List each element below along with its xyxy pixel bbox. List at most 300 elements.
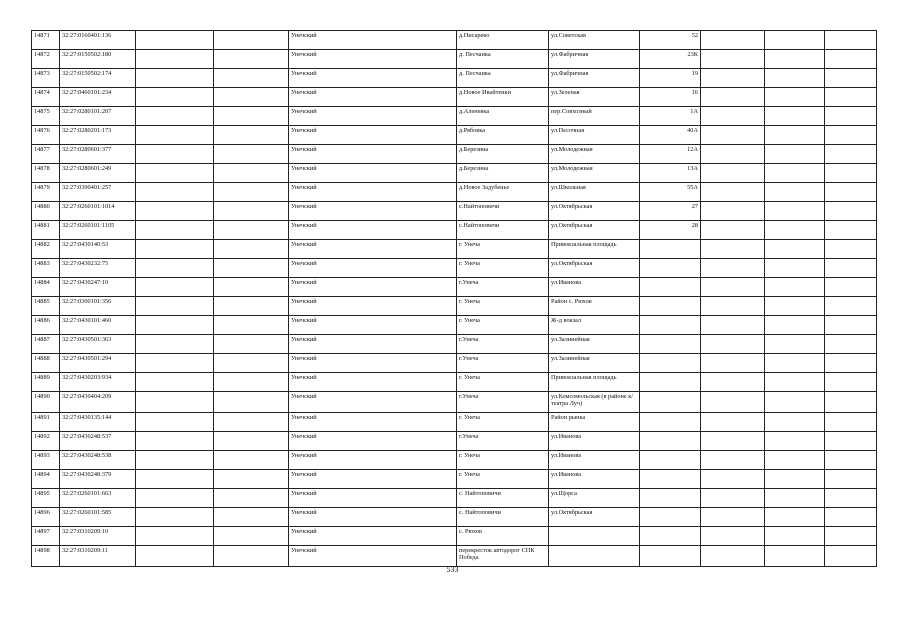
empty-cell [136, 470, 214, 489]
cell-district: Унечский [289, 297, 457, 316]
empty-cell [701, 432, 765, 451]
empty-cell [701, 126, 765, 145]
empty-cell [825, 546, 877, 567]
table-row [32, 278, 877, 297]
empty-cell [701, 221, 765, 240]
cell-cad: 32:27:0430140:53 [60, 240, 136, 259]
empty-cell [701, 508, 765, 527]
cell-cad: 32:27:0430404:209 [60, 392, 136, 413]
empty-cell [825, 202, 877, 221]
empty-cell [825, 278, 877, 297]
empty-cell [765, 126, 825, 145]
cell-district: Унечский [289, 354, 457, 373]
empty-cell [214, 413, 289, 432]
cell-street: ул.Иванова [549, 470, 640, 489]
empty-cell [701, 413, 765, 432]
cell-street: Привокзальная площадь [549, 240, 640, 259]
cell-house [640, 240, 701, 259]
empty-cell [825, 259, 877, 278]
table-row [32, 145, 877, 164]
cell-street: ул.Октябрьская [549, 259, 640, 278]
empty-cell [765, 413, 825, 432]
empty-cell [214, 297, 289, 316]
cell-house [640, 470, 701, 489]
cell-house [640, 413, 701, 432]
empty-cell [701, 278, 765, 297]
cell-locality: г. Унеча [457, 470, 549, 489]
empty-cell [701, 259, 765, 278]
cell-n: 14871 [32, 31, 60, 50]
empty-cell [765, 354, 825, 373]
cell-locality: перекресток автодорог СПК Победа [457, 546, 549, 567]
empty-cell [765, 373, 825, 392]
cell-house [640, 546, 701, 567]
cell-locality: д.Аленевка [457, 107, 549, 126]
cell-district: Унечский [289, 164, 457, 183]
empty-cell [825, 88, 877, 107]
cell-district: Унечский [289, 31, 457, 50]
table-row [32, 107, 877, 126]
empty-cell [701, 145, 765, 164]
cell-house: 28 [640, 221, 701, 240]
empty-cell [214, 316, 289, 335]
table-row [32, 432, 877, 451]
empty-cell [765, 221, 825, 240]
empty-cell [701, 451, 765, 470]
empty-cell [825, 145, 877, 164]
cell-house [640, 259, 701, 278]
register-table-body [32, 31, 877, 567]
table-row [32, 354, 877, 373]
cell-cad: 32:27:0260101:1014 [60, 202, 136, 221]
cell-street: Район с. Рюхов [549, 297, 640, 316]
empty-cell [136, 432, 214, 451]
cell-n: 14896 [32, 508, 60, 527]
cell-house [640, 316, 701, 335]
cell-cad: 32:27:0430248:379 [60, 470, 136, 489]
empty-cell [136, 413, 214, 432]
empty-cell [214, 221, 289, 240]
cell-house: 12А [640, 145, 701, 164]
cell-n: 14890 [32, 392, 60, 413]
cell-house [640, 335, 701, 354]
cell-street: Ж-д вокзал [549, 316, 640, 335]
cell-locality: г.Унеча [457, 278, 549, 297]
cell-cad: 32:27:0260101:585 [60, 508, 136, 527]
empty-cell [701, 489, 765, 508]
empty-cell [765, 527, 825, 546]
empty-cell [214, 432, 289, 451]
cell-district: Унечский [289, 88, 457, 107]
empty-cell [825, 451, 877, 470]
cell-house: 16 [640, 88, 701, 107]
empty-cell [136, 373, 214, 392]
empty-cell [825, 183, 877, 202]
empty-cell [214, 145, 289, 164]
cell-locality: д.Новое Ивайтенки [457, 88, 549, 107]
cell-locality: г. Унеча [457, 451, 549, 470]
cell-district: Унечский [289, 259, 457, 278]
cell-house [640, 451, 701, 470]
empty-cell [701, 470, 765, 489]
cell-cad: 32:27:0260101:1105 [60, 221, 136, 240]
table-row [32, 508, 877, 527]
empty-cell [136, 145, 214, 164]
cell-street: ул.Школьная [549, 183, 640, 202]
empty-cell [765, 31, 825, 50]
empty-cell [214, 278, 289, 297]
empty-cell [214, 470, 289, 489]
cell-district: Унечский [289, 373, 457, 392]
cell-locality: д. Песчанка [457, 50, 549, 69]
empty-cell [765, 88, 825, 107]
cell-house: 23К [640, 50, 701, 69]
cell-district: Унечский [289, 50, 457, 69]
empty-cell [214, 335, 289, 354]
empty-cell [765, 508, 825, 527]
cell-street: пер.Совхозный [549, 107, 640, 126]
empty-cell [765, 432, 825, 451]
cell-cad: 32:27:0280201:173 [60, 126, 136, 145]
page-number: 533 [446, 565, 459, 574]
cell-cad: 32:27:0430501:363 [60, 335, 136, 354]
empty-cell [701, 335, 765, 354]
empty-cell [765, 183, 825, 202]
cell-n: 14898 [32, 546, 60, 567]
cell-locality: г. Унеча [457, 240, 549, 259]
cell-locality: г.Унеча [457, 354, 549, 373]
empty-cell [825, 432, 877, 451]
empty-cell [136, 546, 214, 567]
cell-cad: 32:27:0300101:356 [60, 297, 136, 316]
empty-cell [136, 489, 214, 508]
empty-cell [765, 278, 825, 297]
table-row [32, 259, 877, 278]
empty-cell [136, 508, 214, 527]
empty-cell [765, 145, 825, 164]
table-row [32, 297, 877, 316]
cell-cad: 32:27:0430501:294 [60, 354, 136, 373]
table-row [32, 126, 877, 145]
empty-cell [136, 354, 214, 373]
table-row [32, 373, 877, 392]
cell-cad: 32:27:0430247:10 [60, 278, 136, 297]
empty-cell [214, 354, 289, 373]
empty-cell [765, 69, 825, 88]
cell-n: 14880 [32, 202, 60, 221]
table-row [32, 50, 877, 69]
empty-cell [825, 335, 877, 354]
cell-n: 14875 [32, 107, 60, 126]
empty-cell [765, 297, 825, 316]
empty-cell [765, 202, 825, 221]
empty-cell [825, 470, 877, 489]
empty-cell [701, 183, 765, 202]
cell-n: 14881 [32, 221, 60, 240]
empty-cell [214, 489, 289, 508]
cell-street: ул.Щорса [549, 489, 640, 508]
cell-house [640, 297, 701, 316]
cell-house [640, 489, 701, 508]
table-row [32, 470, 877, 489]
table-row [32, 202, 877, 221]
cell-street: ул.Фабричная [549, 50, 640, 69]
cell-house [640, 392, 701, 413]
empty-cell [825, 126, 877, 145]
table-row [32, 31, 877, 50]
cell-n: 14872 [32, 50, 60, 69]
cell-locality: с. Рюхов [457, 527, 549, 546]
cell-street: ул.Иванова [549, 451, 640, 470]
empty-cell [136, 527, 214, 546]
empty-cell [825, 489, 877, 508]
cell-cad: 32:27:0280101:207 [60, 107, 136, 126]
cell-cad: 32:27:0460101:234 [60, 88, 136, 107]
cell-street: Привокзальная площадь [549, 373, 640, 392]
empty-cell [825, 316, 877, 335]
empty-cell [214, 183, 289, 202]
empty-cell [214, 259, 289, 278]
empty-cell [701, 240, 765, 259]
empty-cell [136, 278, 214, 297]
empty-cell [825, 50, 877, 69]
empty-cell [136, 202, 214, 221]
cell-street: ул.Октябрьская [549, 221, 640, 240]
cell-locality: с.Найтоповичи [457, 202, 549, 221]
cell-district: Унечский [289, 392, 457, 413]
cell-house: 13А [640, 164, 701, 183]
cell-district: Унечский [289, 451, 457, 470]
cell-district: Унечский [289, 278, 457, 297]
cell-n: 14895 [32, 489, 60, 508]
empty-cell [825, 31, 877, 50]
empty-cell [765, 470, 825, 489]
empty-cell [136, 31, 214, 50]
cell-cad: 32:27:0430203:934 [60, 373, 136, 392]
empty-cell [214, 546, 289, 567]
cell-street: ул.Иванова [549, 278, 640, 297]
cell-house [640, 432, 701, 451]
empty-cell [701, 527, 765, 546]
table-row [32, 527, 877, 546]
cell-street: ул.Залинейная [549, 354, 640, 373]
empty-cell [701, 354, 765, 373]
cell-street: Район рынка [549, 413, 640, 432]
cell-street: ул.Советская [549, 31, 640, 50]
cell-locality: г.Унеча [457, 392, 549, 413]
cell-locality: г.Унеча [457, 335, 549, 354]
cell-locality: г. Унеча [457, 259, 549, 278]
cell-street: ул.Фабричная [549, 69, 640, 88]
cell-house: 1А [640, 107, 701, 126]
cell-district: Унечский [289, 107, 457, 126]
empty-cell [701, 392, 765, 413]
empty-cell [765, 107, 825, 126]
cell-house [640, 508, 701, 527]
table-row [32, 221, 877, 240]
empty-cell [701, 31, 765, 50]
empty-cell [825, 392, 877, 413]
empty-cell [136, 183, 214, 202]
cell-district: Унечский [289, 413, 457, 432]
empty-cell [825, 297, 877, 316]
cell-locality: г. Унеча [457, 373, 549, 392]
cell-n: 14894 [32, 470, 60, 489]
empty-cell [765, 164, 825, 183]
cell-house [640, 354, 701, 373]
empty-cell [214, 202, 289, 221]
empty-cell [765, 392, 825, 413]
empty-cell [701, 297, 765, 316]
cell-house [640, 527, 701, 546]
cell-n: 14891 [32, 413, 60, 432]
empty-cell [136, 107, 214, 126]
empty-cell [825, 164, 877, 183]
cell-house: 55А [640, 183, 701, 202]
cell-street: ул.Октябрьская [549, 508, 640, 527]
cell-district: Унечский [289, 546, 457, 567]
cell-street: ул.Залинейная [549, 335, 640, 354]
table-row [32, 413, 877, 432]
empty-cell [825, 240, 877, 259]
empty-cell [701, 88, 765, 107]
table-row [32, 316, 877, 335]
cell-district: Унечский [289, 508, 457, 527]
empty-cell [214, 392, 289, 413]
cell-locality: д.Березина [457, 164, 549, 183]
cell-n: 14887 [32, 335, 60, 354]
cell-locality: д.Рябовка [457, 126, 549, 145]
cell-locality: с.Найтоповичи [457, 221, 549, 240]
empty-cell [214, 164, 289, 183]
table-row [32, 451, 877, 470]
table-row [32, 546, 877, 567]
cell-street [549, 527, 640, 546]
cell-district: Унечский [289, 489, 457, 508]
table-row [32, 489, 877, 508]
cell-cad: 32:27:0160401:136 [60, 31, 136, 50]
empty-cell [825, 373, 877, 392]
empty-cell [136, 126, 214, 145]
cell-n: 14877 [32, 145, 60, 164]
empty-cell [136, 69, 214, 88]
table-row [32, 240, 877, 259]
cell-n: 14897 [32, 527, 60, 546]
cell-district: Унечский [289, 183, 457, 202]
empty-cell [214, 31, 289, 50]
empty-cell [214, 50, 289, 69]
empty-cell [214, 451, 289, 470]
cell-house: 40А [640, 126, 701, 145]
empty-cell [136, 221, 214, 240]
empty-cell [825, 413, 877, 432]
cell-district: Унечский [289, 470, 457, 489]
empty-cell [136, 297, 214, 316]
empty-cell [136, 88, 214, 107]
empty-cell [765, 546, 825, 567]
empty-cell [214, 508, 289, 527]
empty-cell [701, 316, 765, 335]
empty-cell [214, 88, 289, 107]
cell-cad: 32:27:0430248:538 [60, 451, 136, 470]
cell-cad: 32:27:0390401:257 [60, 183, 136, 202]
register-table [31, 30, 877, 567]
empty-cell [214, 240, 289, 259]
cell-district: Унечский [289, 527, 457, 546]
cell-locality: г.Унеча [457, 432, 549, 451]
empty-cell [136, 451, 214, 470]
empty-cell [136, 316, 214, 335]
cell-district: Унечский [289, 69, 457, 88]
empty-cell [701, 164, 765, 183]
cell-street: ул.Песочная [549, 126, 640, 145]
empty-cell [765, 335, 825, 354]
empty-cell [825, 107, 877, 126]
empty-cell [214, 69, 289, 88]
cell-house: 27 [640, 202, 701, 221]
empty-cell [701, 50, 765, 69]
empty-cell [825, 354, 877, 373]
cell-n: 14888 [32, 354, 60, 373]
cell-district: Унечский [289, 202, 457, 221]
empty-cell [765, 316, 825, 335]
cell-locality: д.Березина [457, 145, 549, 164]
cell-locality: д.Писарево [457, 31, 549, 50]
table-row [32, 335, 877, 354]
empty-cell [825, 508, 877, 527]
cell-cad: 32:27:0310209:11 [60, 546, 136, 567]
cell-locality: д. Песчанка [457, 69, 549, 88]
cell-locality: г. Унеча [457, 413, 549, 432]
cell-n: 14893 [32, 451, 60, 470]
empty-cell [825, 527, 877, 546]
cell-cad: 32:27:0430135:144 [60, 413, 136, 432]
cell-street: ул.Молодежная [549, 145, 640, 164]
cell-locality: с. Найтоповичи [457, 508, 549, 527]
empty-cell [765, 50, 825, 69]
empty-cell [825, 69, 877, 88]
empty-cell [701, 546, 765, 567]
cell-street: ул.Октябрьская [549, 202, 640, 221]
cell-locality: д.Новое Задубенье [457, 183, 549, 202]
table-row [32, 164, 877, 183]
empty-cell [825, 221, 877, 240]
cell-street [549, 546, 640, 567]
empty-cell [214, 527, 289, 546]
cell-house [640, 373, 701, 392]
cell-n: 14886 [32, 316, 60, 335]
cell-district: Унечский [289, 145, 457, 164]
cell-cad: 32:27:0280601:249 [60, 164, 136, 183]
cell-n: 14876 [32, 126, 60, 145]
cell-n: 14885 [32, 297, 60, 316]
cell-n: 14882 [32, 240, 60, 259]
empty-cell [136, 392, 214, 413]
empty-cell [701, 107, 765, 126]
cell-cad: 32:27:0280601:377 [60, 145, 136, 164]
cell-house [640, 278, 701, 297]
cell-n: 14889 [32, 373, 60, 392]
cell-cad: 32:27:0150502:174 [60, 69, 136, 88]
cell-cad: 32:27:0430101:460 [60, 316, 136, 335]
empty-cell [214, 126, 289, 145]
table-row [32, 183, 877, 202]
cell-street: ул.Иванова [549, 432, 640, 451]
empty-cell [214, 107, 289, 126]
empty-cell [136, 259, 214, 278]
empty-cell [214, 373, 289, 392]
cell-locality: г. Унеча [457, 297, 549, 316]
